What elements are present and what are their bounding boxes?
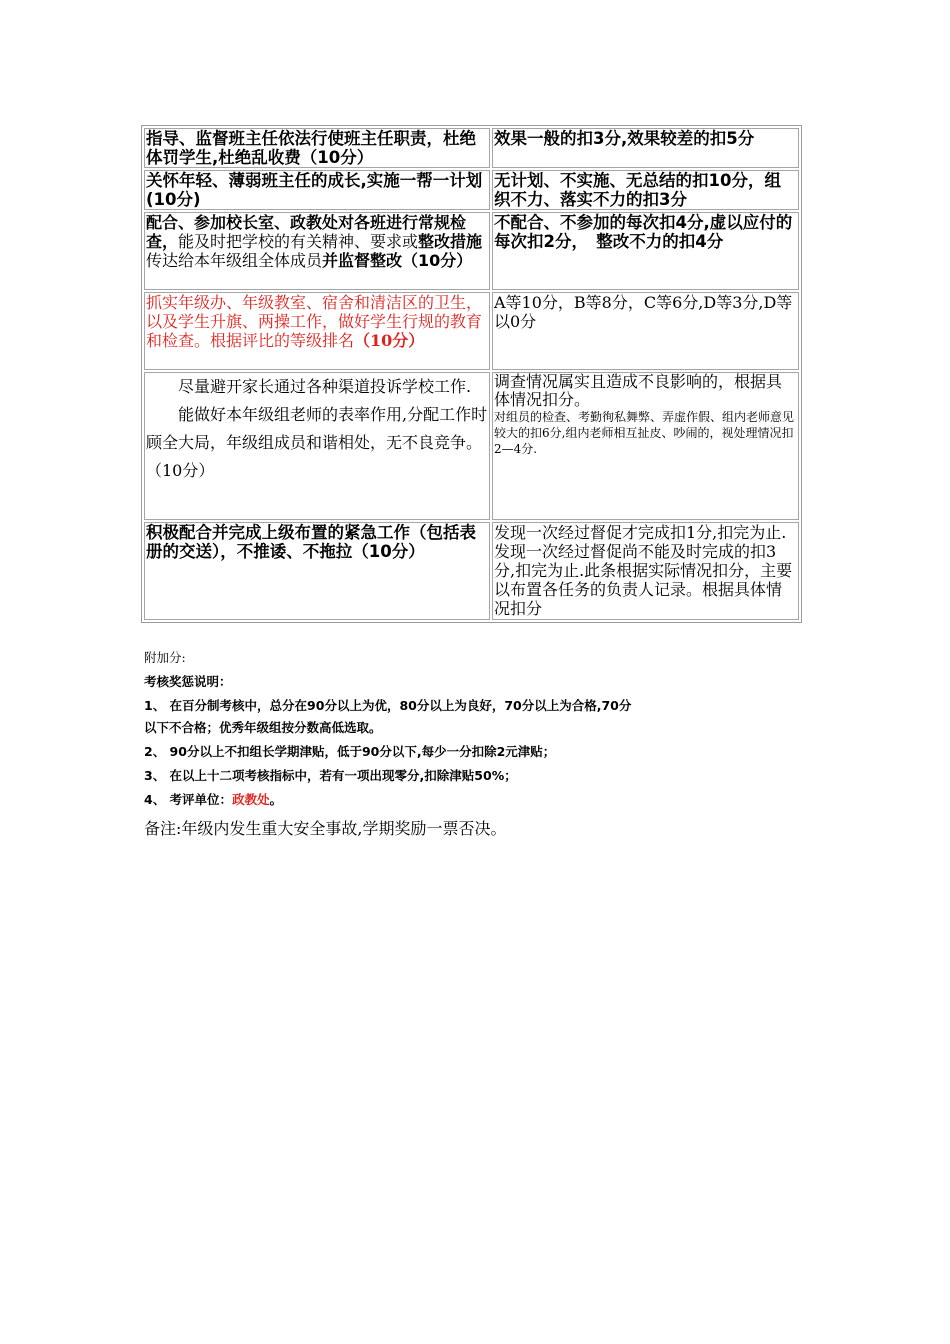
- criterion-text: 配合、参加校长室、政教处对各班进行常规检查，: [146, 213, 467, 251]
- rule-item-4-end: 。: [269, 792, 283, 807]
- criterion-cell: 指导、监督班主任依法行使班主任职责，杜绝体罚学生,杜绝乱收费（10分）: [144, 128, 490, 168]
- deduction-cell: A等10分，B等8分，C等6分,D等3分,D等以0分: [492, 292, 799, 370]
- rule-item-4: [144, 790, 784, 810]
- deduction-detail: 对组员的检查、考勤徇私舞弊、弄虚作假、组内老师意见较大的扣6分,组内老师相互扯皮、吵闹的，视处理情况扣2—4分.: [494, 410, 795, 456]
- criterion-cell: [144, 292, 490, 370]
- table-row: [144, 522, 799, 620]
- criterion-paragraph: 能做好本年级组老师的表率作用,分配工作时顾全大局，年级组成员和谐相处，无不良竞争。 （10分）: [146, 405, 488, 480]
- criterion-text: 并监督整改（10分）: [322, 251, 473, 270]
- criterion-cell: 积极配合并完成上级布置的紧急工作（包括表册的交送），不推诿、不拖拉（10分）: [144, 522, 490, 620]
- criterion-text: 传达给本年级组全体成员: [146, 251, 323, 270]
- rules-title: 考核奖惩说明：: [144, 674, 232, 689]
- deduction-cell: 不配合、不参加的每次扣4分,虚以应付的每次扣2分， 整改不力的扣4分: [492, 212, 799, 290]
- deduction-cell: 无计划、不实施、无总结的扣10分，组织不力、落实不力的扣3分: [492, 170, 799, 210]
- deduction-cell: 效果一般的扣3分,效果较差的扣5分: [492, 128, 799, 168]
- criterion-cell: [144, 212, 490, 290]
- criterion-text: 整改措施: [418, 232, 483, 251]
- table-row: [144, 170, 799, 210]
- criterion-cell: [144, 372, 490, 520]
- table-row: [144, 128, 799, 168]
- rule-item-4-label: 4、 考评单位：: [144, 792, 233, 807]
- deduction-main: 调查情况属实且造成不良影响的，根据具体情况扣分。: [494, 372, 783, 409]
- rule-item-1: 1、 在百分制考核中，总分在90分以上为优，80分以上为良好，70分以上为合格,70分: [144, 698, 632, 713]
- rule-item-3: 3、 在以上十二项考核指标中，若有一项出现零分,扣除津贴50%；: [144, 768, 517, 783]
- table-row: [144, 212, 799, 290]
- assessment-grid: [142, 126, 801, 622]
- assessment-table: [141, 125, 802, 623]
- bonus-heading: 附加分:: [144, 650, 186, 665]
- criterion-text: 能及时把学校的有关精神、要求或: [178, 232, 419, 251]
- criterion-score: （10分）: [354, 331, 425, 350]
- criterion-text: 抓实年级办、年级教室、宿舍和清洁区的卫生，以及学生升旗、两操工作，做好学生行规的教育和检查。根据评比的等级排名: [146, 293, 483, 350]
- rule-item-2: 2、 90分以上不扣组长学期津贴，低于90分以下,每少一分扣除2元津贴；: [144, 744, 556, 759]
- deduction-cell: [492, 372, 799, 520]
- table-row: [144, 292, 799, 370]
- criterion-cell: 关怀年轻、薄弱班主任的成长,实施一帮一计划(10分): [144, 170, 490, 210]
- table-row: [144, 372, 799, 520]
- remark-note: 备注:年级内发生重大安全事故,学期奖励一票否决。: [144, 819, 507, 838]
- rule-item-1-cont: 以下不合格；优秀年级组按分数高低选取。: [144, 720, 382, 735]
- deduction-cell: 发现一次经过督促才完成扣1分,扣完为止.发现一次经过督促尚不能及时完成的扣3分,扣完为止.此条根据实际情况扣分，主要以布置各任务的负责人记录。根据具体情况扣分: [492, 522, 799, 620]
- criterion-paragraph: 尽量避开家长通过各种渠道投诉学校工作.: [178, 377, 472, 396]
- notes-section: [144, 648, 784, 842]
- evaluation-unit: 政教处: [232, 792, 270, 807]
